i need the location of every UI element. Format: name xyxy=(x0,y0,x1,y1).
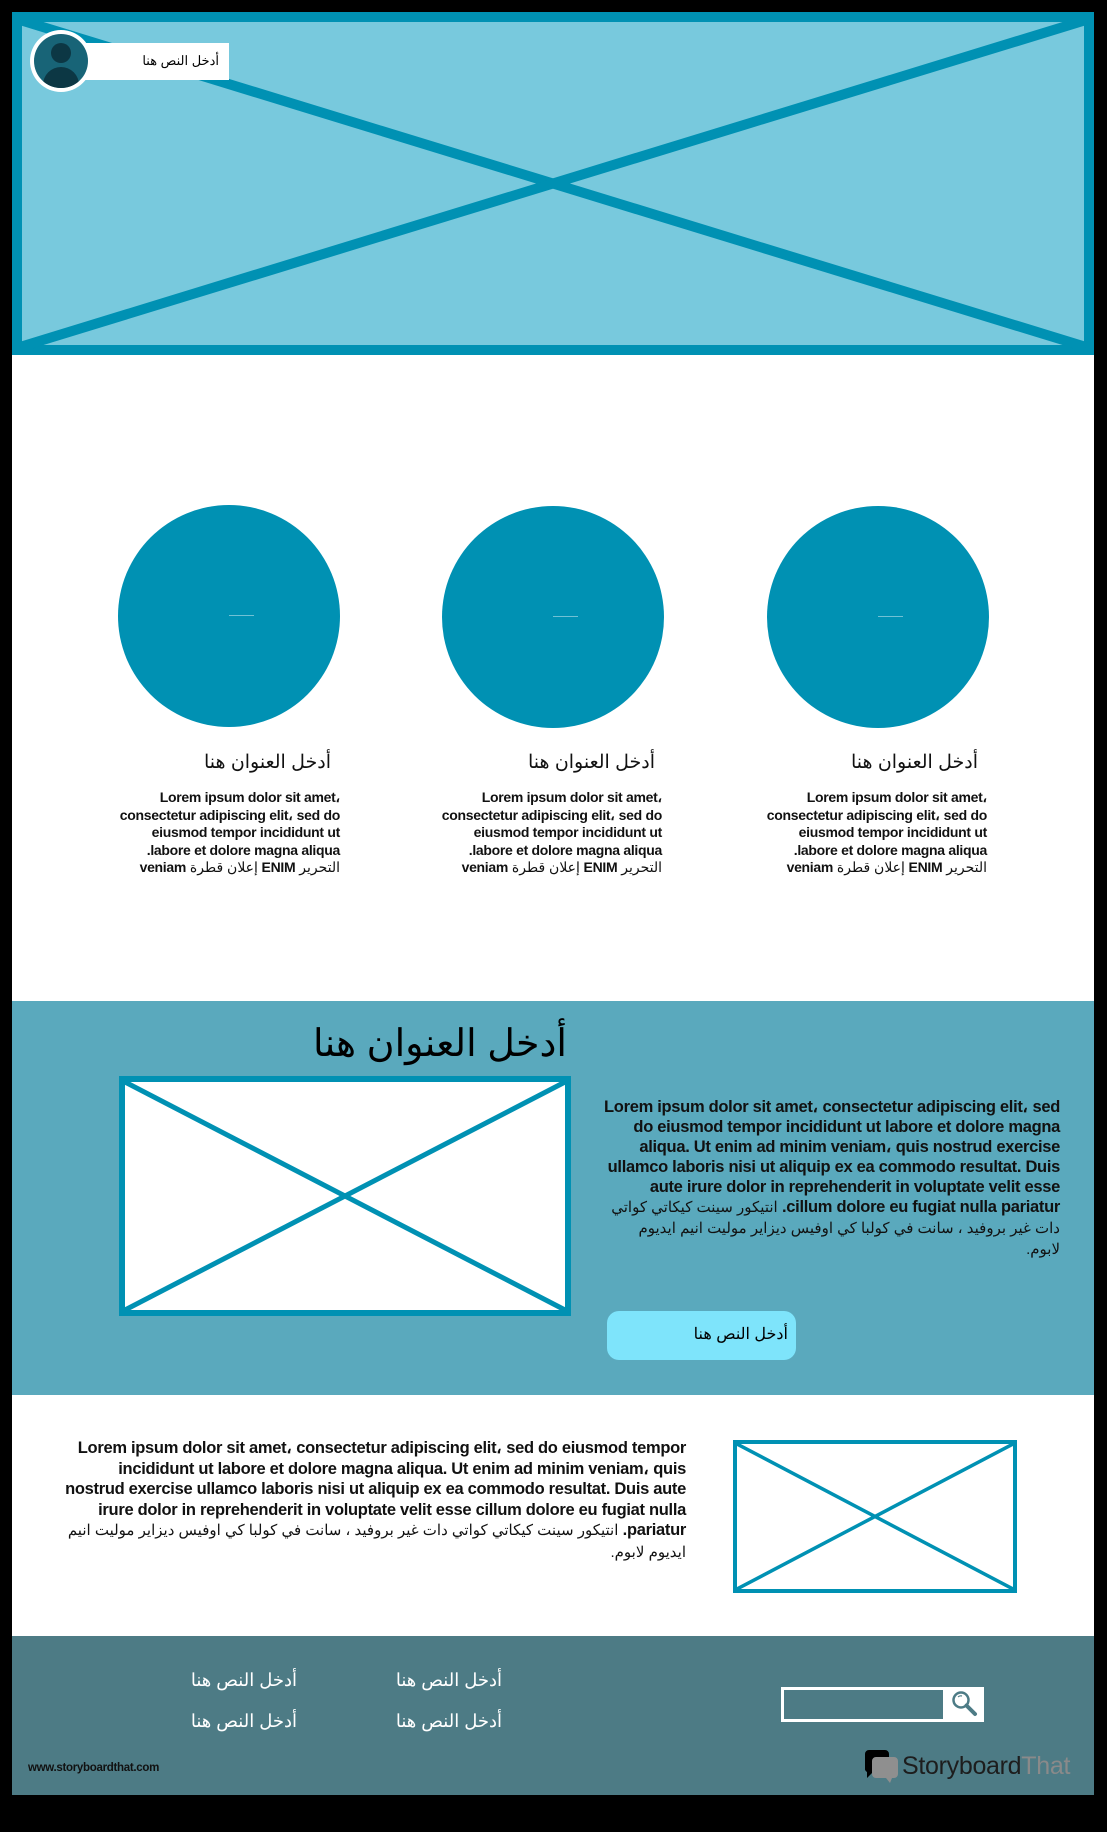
feature-body-1: Lorem ipsum dolor sit amet، consectetur adipiscing elit، sed do eiusmod tempor incididunt ut labore et dolore magna aliqua. التحرير ENIM إعلان قطرة veniam xyxy=(119,789,340,875)
footer-link-3[interactable]: أدخل النص هنا xyxy=(395,1711,502,1731)
feature-image-circle-2 xyxy=(442,506,664,728)
feature-title-3: أدخل العنوان هنا xyxy=(851,752,978,773)
section-body-text: Lorem ipsum dolor sit amet، consectetur adipiscing elit، sed do eiusmod tempor incididunt ut labore et dolore magna aliqua. Ut enim ad minim veniam، quis nostrud exercise ullamco laboris nisi ut aliquip ex ea commodo resultat. Duis aute irure dolor in reprehenderit in voluptate velit esse cillum dolore eu fugiat nulla pariatur. انتيكور سينت كيكاتي كواتي دات غير بروفيد ، سانت في كولبا كي اوفيس ديزاير موليت انيم ايديوم لابوم. xyxy=(604,1098,1060,1258)
footer xyxy=(12,1636,1094,1795)
feature-body-3: Lorem ipsum dolor sit amet، consectetur adipiscing elit، sed do eiusmod tempor incididunt ut labore et dolore magna aliqua. التحرير ENIM إعلان قطرة veniam xyxy=(766,789,987,875)
logo-text: StoryboardThat xyxy=(902,1752,1071,1780)
hero-banner xyxy=(12,12,1094,355)
search-button[interactable] xyxy=(946,1687,984,1722)
search-input[interactable] xyxy=(781,1687,946,1722)
highlight-section xyxy=(12,1001,1094,1395)
hero-text-label: أدخل النص هنا xyxy=(82,43,229,80)
image-placeholder-icon xyxy=(737,1444,1013,1589)
info-body-text: Lorem ipsum dolor sit amet، consectetur adipiscing elit، sed do eiusmod tempor incididunt ut labore et dolore magna aliqua. Ut enim ad minim veniam، quis nostrud exercise ullamco laboris nisi ut aliquip ex ea commodo resultat. Duis aute irure dolor in reprehenderit in voluptate velit esse cillum dolore eu fugiat nulla pariatur. انتيكور سينت كيكاتي كواتي دات غير بروفيد ، سانت في كولبا كي اوفيس ديزاير موليت انيم ايديوم لابوم. xyxy=(65,1439,686,1561)
footer-link-1[interactable]: أدخل النص هنا xyxy=(395,1670,502,1690)
user-icon xyxy=(34,34,88,88)
avatar[interactable] xyxy=(30,30,92,92)
info-image-placeholder xyxy=(733,1440,1017,1593)
storyboardthat-logo[interactable] xyxy=(862,1748,1087,1786)
landing-page-wireframe xyxy=(12,12,1094,1795)
speech-bubbles-icon xyxy=(862,1748,904,1786)
feature-title-1: أدخل العنوان هنا xyxy=(204,752,331,773)
feature-title-2: أدخل العنوان هنا xyxy=(528,752,655,773)
cta-button[interactable]: أدخل النص هنا xyxy=(607,1311,796,1360)
site-url[interactable]: www.storyboardthat.com xyxy=(28,1762,159,1774)
section-image-placeholder xyxy=(119,1076,571,1316)
feature-image-circle-3 xyxy=(767,506,989,728)
section-title: أدخل العنوان هنا xyxy=(313,1023,567,1065)
feature-body-2: Lorem ipsum dolor sit amet، consectetur adipiscing elit، sed do eiusmod tempor incididunt ut labore et dolore magna aliqua. التحرير ENIM إعلان قطرة veniam xyxy=(441,789,662,875)
feature-image-circle-1 xyxy=(118,505,340,727)
image-placeholder-icon xyxy=(125,1082,565,1310)
search-icon xyxy=(946,1687,984,1722)
footer-link-4[interactable]: أدخل النص هنا xyxy=(190,1711,297,1731)
footer-link-2[interactable]: أدخل النص هنا xyxy=(190,1670,297,1690)
